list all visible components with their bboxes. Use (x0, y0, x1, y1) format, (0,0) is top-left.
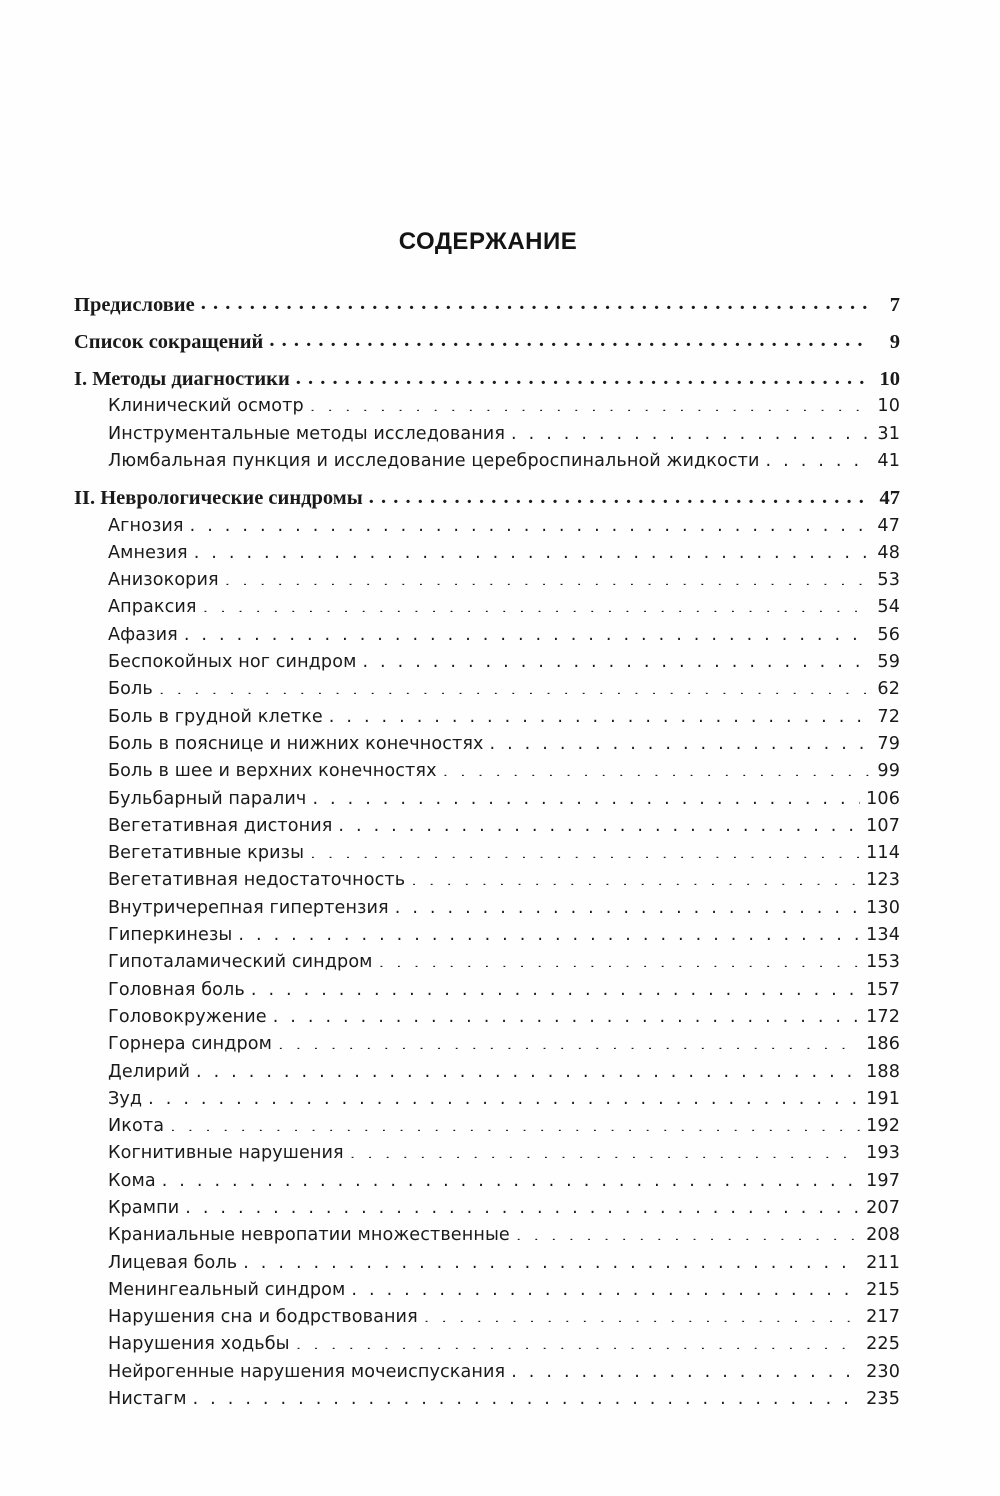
toc-item-row (74, 1277, 900, 1304)
toc-item-row (74, 1113, 900, 1140)
dot-leader (511, 421, 870, 439)
toc-item-row (74, 840, 900, 867)
toc-item-row (74, 1059, 900, 1086)
dot-leader (225, 568, 870, 586)
toc-item-row (74, 1140, 900, 1167)
toc-page-number: 153 (866, 952, 900, 973)
dot-leader (278, 1032, 860, 1050)
toc-entry-title: Нистагм (108, 1389, 187, 1410)
toc-entry-title: Вегетативная дистония (108, 815, 333, 836)
toc-item-row (74, 421, 900, 448)
toc-item-row (74, 1195, 900, 1222)
toc-item-row (74, 977, 900, 1004)
toc-item-row (74, 594, 900, 621)
toc-item-row (74, 448, 900, 475)
dot-leader (310, 841, 860, 859)
toc-entry-title: Бульбарный паралич (108, 788, 307, 809)
toc-entry-title: Вегетативная недостаточность (108, 870, 406, 891)
toc-page-number: 193 (866, 1143, 900, 1164)
dot-leader (243, 1250, 860, 1268)
toc-item-row (74, 622, 900, 649)
toc-item-row (74, 949, 900, 976)
toc-entry-title: Боль в шее и верхних конечностях (108, 761, 437, 782)
toc-item-row (74, 922, 900, 949)
toc-entry-title: Клинический осмотр (108, 396, 304, 417)
toc-entry-title: II. Неврологические синдромы (74, 487, 363, 510)
toc-page-number: 107 (866, 815, 900, 836)
toc-entry-title: Когнитивные нарушения (108, 1143, 344, 1164)
toc-page-number: 99 (877, 761, 900, 782)
toc-entry-title: Апраксия (108, 597, 197, 618)
toc-page-number: 10 (879, 368, 900, 391)
toc-item-row (74, 1359, 900, 1386)
dot-leader (411, 868, 860, 886)
toc-item-row (74, 567, 900, 594)
toc-page-number: 192 (866, 1116, 900, 1137)
toc-entry-title: Внутричерепная гипертензия (108, 897, 389, 918)
toc-page-number: 217 (866, 1307, 900, 1328)
toc-item-row (74, 513, 900, 540)
dot-leader (238, 922, 860, 940)
toc-page-number: 235 (866, 1389, 900, 1410)
toc-entry-title: Анизокория (108, 570, 219, 591)
toc-entry-title: Беспокойных ног синдром (108, 652, 357, 673)
toc-item-row (74, 1086, 900, 1113)
toc-item-row (74, 540, 900, 567)
dot-leader (424, 1305, 860, 1323)
dot-leader (148, 1086, 860, 1104)
toc-page-number: 56 (877, 624, 900, 645)
toc-page-number: 225 (866, 1334, 900, 1355)
toc-entry-title: Гиперкинезы (108, 925, 233, 946)
toc-entry-title: Гипоталамический синдром (108, 952, 373, 973)
toc-page-number: 9 (889, 330, 900, 353)
dot-leader (194, 540, 870, 558)
toc-entry-title: Предисловие (74, 293, 195, 316)
table-of-contents (74, 290, 900, 1413)
toc-entry-title: Головная боль (108, 979, 245, 1000)
dot-leader (159, 677, 870, 695)
toc-page-number: 207 (866, 1198, 900, 1218)
dot-leader (170, 1114, 860, 1132)
dot-leader (351, 1277, 860, 1295)
dot-leader (162, 1168, 860, 1186)
dot-leader (269, 327, 870, 348)
toc-item-row (74, 704, 900, 731)
toc-entry-title: Нарушения сна и бодрствования (108, 1307, 418, 1328)
toc-entry-title: Горнера синдром (108, 1034, 273, 1055)
dot-leader (443, 759, 870, 777)
dot-leader (251, 977, 860, 995)
toc-page-number: 59 (877, 652, 900, 673)
dot-leader (185, 1195, 860, 1213)
toc-page-number: 7 (889, 293, 900, 316)
toc-item-row (74, 393, 900, 420)
dot-leader (379, 950, 861, 968)
toc-page-number: 79 (877, 733, 900, 754)
toc-entry-title: Головокружение (108, 1006, 267, 1027)
toc-item-row (74, 1331, 900, 1358)
toc-page-number: 230 (866, 1361, 900, 1382)
dot-leader (310, 394, 870, 412)
toc-entry-title: Краниальные невропатии множественные (108, 1225, 510, 1246)
toc-page-number: 106 (866, 788, 900, 809)
toc-page-number: 172 (866, 1006, 900, 1027)
dot-leader (203, 595, 870, 613)
dot-leader (201, 290, 870, 311)
toc-entry-title: Афазия (108, 624, 178, 645)
toc-entry-title: Список сокращений (74, 330, 264, 353)
toc-item-row (74, 1386, 900, 1413)
toc-entry-title: Боль в грудной клетке (108, 706, 323, 727)
toc-entry-title: Зуд (108, 1088, 143, 1109)
dot-leader (296, 365, 870, 386)
dot-leader (350, 1141, 860, 1159)
toc-entry-title: Лицевая боль (108, 1252, 238, 1273)
toc-item-row (74, 1031, 900, 1058)
toc-item-row (74, 1168, 900, 1195)
toc-page-number: 134 (866, 925, 900, 946)
dot-leader (273, 1004, 860, 1022)
toc-page-number: 208 (866, 1225, 900, 1246)
toc-page-number: 215 (866, 1279, 900, 1300)
toc-chapter-row (74, 484, 900, 513)
toc-item-row (74, 1304, 900, 1331)
dot-leader (190, 513, 870, 531)
dot-leader (196, 1059, 860, 1077)
toc-entry-title: Нарушения ходьбы (108, 1334, 290, 1355)
toc-entry-title: Нейрогенные нарушения мочеиспускания (108, 1361, 506, 1382)
toc-item-row (74, 786, 900, 813)
toc-page-number: 41 (877, 450, 900, 471)
toc-entry-title: Кома (108, 1170, 156, 1191)
toc-page-number: 10 (877, 396, 900, 417)
toc-entry-title: Крампи (108, 1198, 180, 1218)
toc-page-number: 157 (866, 979, 900, 1000)
dot-leader (338, 813, 860, 831)
toc-page-number: 54 (877, 597, 900, 618)
dot-leader (766, 448, 870, 466)
toc-chapter-row (74, 290, 900, 319)
toc-page-number: 197 (866, 1170, 900, 1191)
dot-leader (312, 786, 860, 804)
toc-entry-title: Боль (108, 679, 153, 700)
toc-page-number: 72 (877, 706, 900, 727)
dot-leader (369, 484, 870, 505)
toc-page-number: 114 (866, 843, 900, 864)
dot-leader (296, 1332, 860, 1350)
toc-page-number: 53 (877, 570, 900, 591)
dot-leader (362, 649, 870, 667)
toc-item-row (74, 731, 900, 758)
toc-item-row (74, 1004, 900, 1031)
toc-entry-title: Инструментальные методы исследования (108, 423, 506, 444)
dot-leader (490, 731, 870, 749)
toc-item-row (74, 1250, 900, 1277)
toc-entry-title: Амнезия (108, 542, 188, 563)
toc-page-number: 47 (879, 487, 900, 510)
toc-entry-title: Люмбальная пункция и исследование цереброспинальной жидкости (108, 450, 760, 471)
toc-page-number: 188 (866, 1061, 900, 1082)
toc-page-number: 211 (866, 1252, 900, 1273)
toc-item-row (74, 758, 900, 785)
toc-item-row (74, 813, 900, 840)
toc-item-row (74, 1222, 900, 1249)
dot-leader (516, 1223, 860, 1241)
toc-page-number: 31 (877, 423, 900, 444)
toc-item-row (74, 867, 900, 894)
page-title: СОДЕРЖАНИЕ (398, 228, 578, 255)
toc-page-number: 62 (877, 679, 900, 700)
dot-leader (184, 622, 870, 640)
toc-item-row (74, 676, 900, 703)
toc-entry-title: I. Методы диагностики (74, 368, 290, 391)
toc-item-row (74, 895, 900, 922)
toc-entry-title: Икота (108, 1116, 165, 1137)
toc-page-number: 186 (866, 1034, 900, 1055)
toc-entry-title: Боль в пояснице и нижних конечностях (108, 733, 484, 754)
toc-chapter-row (74, 327, 900, 356)
toc-chapter-row (74, 365, 900, 394)
toc-page-number: 123 (866, 870, 900, 891)
toc-page-number: 130 (866, 897, 900, 918)
toc-page-number: 191 (866, 1088, 900, 1109)
toc-entry-title: Вегетативные кризы (108, 843, 305, 864)
toc-entry-title: Менингеальный синдром (108, 1279, 346, 1300)
toc-page-number: 48 (877, 542, 900, 563)
toc-entry-title: Агнозия (108, 515, 184, 536)
dot-leader (329, 704, 870, 722)
dot-leader (511, 1359, 860, 1377)
dot-leader (395, 895, 860, 913)
dot-leader (193, 1386, 861, 1404)
toc-page-number: 47 (877, 515, 900, 536)
toc-item-row (74, 649, 900, 676)
toc-entry-title: Делирий (108, 1061, 190, 1082)
